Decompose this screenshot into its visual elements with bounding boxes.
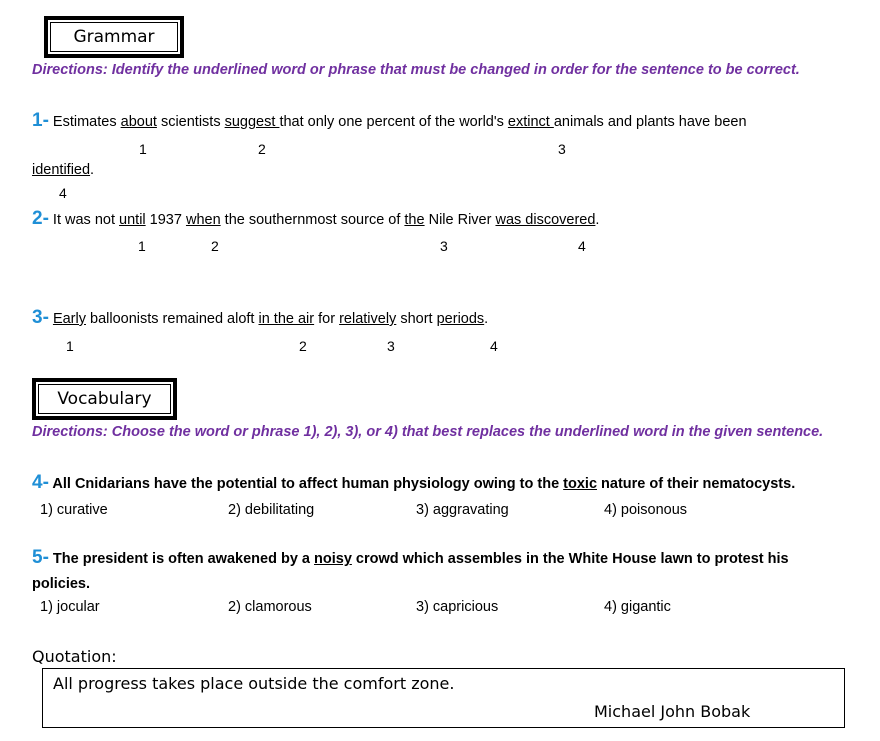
option-3: 3) aggravating (416, 502, 509, 518)
underlined-choice-1: about (120, 114, 157, 130)
underlined-choice-3: the (404, 212, 425, 228)
text: All Cnidarians have the potential to affect human physiology owing to the (48, 476, 564, 492)
text: the southernmost source of (220, 212, 405, 228)
question-4 (32, 472, 795, 494)
choice-label-4: 4 (578, 238, 586, 254)
text: balloonists remained aloft (85, 311, 259, 327)
choice-label-3: 3 (440, 238, 448, 254)
question-number: 5- (32, 547, 49, 568)
grammar-directions: Directions: Identify the underlined word or phrase that must be changed in order for the sentence to be correct. (32, 62, 800, 78)
option-2: 2) debilitating (228, 502, 315, 518)
option-1: 1) curative (40, 502, 108, 518)
underlined-choice-4: identified (32, 162, 91, 178)
underlined-choice-1: Early (52, 311, 86, 327)
vocabulary-title: Vocabulary (57, 389, 152, 409)
choice-label-3: 3 (558, 141, 566, 157)
text: It was not (48, 212, 120, 228)
choice-label-1: 1 (138, 238, 146, 254)
choice-label-3: 3 (387, 338, 395, 354)
quotation-author: Michael John Bobak (594, 702, 751, 721)
choice-label-4: 4 (59, 185, 67, 201)
question-1-continued (32, 162, 94, 178)
underlined-word: noisy (314, 551, 352, 567)
choice-label-1: 1 (66, 338, 74, 354)
quotation-box (42, 668, 845, 728)
underlined-choice-3: relatively (339, 311, 397, 327)
text: . (90, 162, 95, 178)
choice-label-4: 4 (490, 338, 498, 354)
quotation-label: Quotation: (32, 647, 117, 666)
choice-label-2: 2 (258, 141, 266, 157)
text: for (314, 311, 340, 327)
question-number: 2- (32, 208, 49, 229)
text: Nile River (424, 212, 496, 228)
question-5 (32, 547, 789, 569)
choice-label-2: 2 (211, 238, 219, 254)
text: crowd which assembles in the White House lawn to protest his (351, 551, 789, 567)
underlined-choice-2: suggest (224, 114, 280, 130)
text: that only one percent of the world's (279, 114, 508, 130)
option-1: 1) jocular (40, 599, 100, 615)
choice-label-2: 2 (299, 338, 307, 354)
text: . (484, 311, 489, 327)
option-3: 3) capricious (416, 599, 499, 615)
question-number: 4- (32, 472, 49, 493)
underlined-choice-4: was discovered (495, 212, 596, 228)
underlined-choice-1: until (119, 212, 146, 228)
text: animals and plants have been (553, 114, 747, 130)
text: Estimates (48, 114, 121, 130)
text: nature of their nematocysts. (597, 476, 796, 492)
question-1 (32, 110, 747, 132)
question-number: 1- (32, 110, 49, 131)
underlined-word: toxic (563, 476, 598, 492)
question-2 (32, 208, 599, 230)
choice-label-1: 1 (139, 141, 147, 157)
underlined-choice-3: extinct (507, 114, 554, 130)
underlined-choice-4: periods (436, 311, 485, 327)
option-4: 4) poisonous (604, 502, 688, 518)
text: . (595, 212, 600, 228)
question-number: 3- (32, 307, 49, 328)
grammar-heading (44, 16, 184, 58)
option-2: 2) clamorous (228, 599, 312, 615)
grammar-title: Grammar (73, 27, 155, 47)
text: short (396, 311, 437, 327)
vocabulary-directions: Directions: Choose the word or phrase 1), 2), 3), or 4) that best replaces the underlined word in the given sentence. (32, 424, 824, 440)
text: The president is often awakened by a (48, 551, 315, 567)
vocabulary-heading (32, 378, 177, 420)
text: scientists (156, 114, 225, 130)
underlined-choice-2: in the air (258, 311, 315, 327)
option-4: 4) gigantic (604, 599, 671, 615)
underlined-choice-2: when (185, 212, 221, 228)
question-5-continued: policies. (32, 576, 91, 592)
quotation-text: All progress takes place outside the comfort zone. (53, 674, 455, 693)
question-3 (32, 307, 488, 329)
text: 1937 (145, 212, 186, 228)
